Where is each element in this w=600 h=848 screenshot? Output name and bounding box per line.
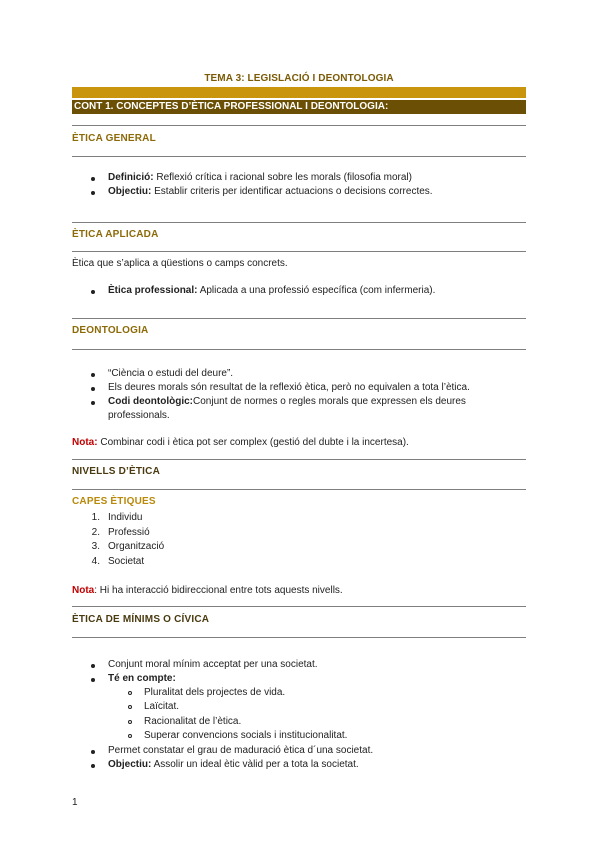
heading-etica-general: ÈTICA GENERAL xyxy=(72,133,156,144)
bullet-icon xyxy=(91,191,95,195)
sub-list-item: Racionalitat de l’ètica. xyxy=(144,716,242,727)
divider xyxy=(72,459,526,460)
list-item: “Ciència o estudi del deure”. xyxy=(108,368,234,379)
bullet-icon xyxy=(91,678,95,682)
heading-etica-minims: ÈTICA DE MÍNIMS O CÍVICA xyxy=(72,614,210,625)
divider xyxy=(72,349,526,350)
list-item: Ètica professional: Aplicada a una professió específica (com infermeria). xyxy=(108,285,436,296)
title-band xyxy=(72,87,526,98)
divider xyxy=(72,489,526,490)
list-number: 2. xyxy=(91,527,100,538)
sub-list-item: Pluralitat dels projectes de vida. xyxy=(144,687,286,698)
note: Nota: Combinar codi i ètica pot ser complex (gestió del dubte i la incertesa). xyxy=(72,437,409,448)
divider xyxy=(72,637,526,638)
list-item: Organització xyxy=(108,541,165,552)
divider xyxy=(72,318,526,319)
section-title: CONT 1. CONCEPTES D’ÈTICA PROFESSIONAL I DEONTOLOGIA: xyxy=(72,100,526,114)
bullet-icon xyxy=(91,664,95,668)
sub-bullet-icon xyxy=(128,705,132,709)
list-item-continuation: professionals. xyxy=(108,410,170,421)
page-number: 1 xyxy=(72,797,78,808)
heading-deontologia: DEONTOLOGIA xyxy=(72,325,149,336)
divider xyxy=(72,125,526,126)
bullet-icon xyxy=(91,387,95,391)
bullet-icon xyxy=(91,750,95,754)
heading-etica-aplicada: ÈTICA APLICADA xyxy=(72,229,159,240)
sub-bullet-icon xyxy=(128,720,132,724)
note: Nota: Hi ha interacció bidireccional entre tots aquests nivells. xyxy=(72,585,343,596)
list-item: Objectiu: Assolir un ideal ètic vàlid per a tota la societat. xyxy=(108,759,359,770)
divider xyxy=(72,606,526,607)
list-number: 1. xyxy=(91,512,100,523)
sub-bullet-icon xyxy=(128,691,132,695)
list-number: 3. xyxy=(91,541,100,552)
sub-list-item: Laïcitat. xyxy=(144,701,180,712)
list-number: 4. xyxy=(91,556,100,567)
sub-bullet-icon xyxy=(128,734,132,738)
bullet-icon xyxy=(91,290,95,294)
document-title: TEMA 3: LEGISLACIÓ I DEONTOLOGIA xyxy=(204,73,394,84)
list-item: Individu xyxy=(108,512,143,523)
divider xyxy=(72,251,526,252)
heading-nivells: NIVELLS D’ÈTICA xyxy=(72,466,161,477)
list-item: Objectiu: Establir criteris per identificar actuacions o decisions correctes. xyxy=(108,186,433,197)
list-item: Els deures morals són resultat de la reflexió ètica, però no equivalen a tota l’ètica. xyxy=(108,382,470,393)
sub-list-item: Superar convencions socials i institucionalitat. xyxy=(144,730,348,741)
bullet-icon xyxy=(91,401,95,405)
list-item: Conjunt moral mínim acceptat per una societat. xyxy=(108,659,318,670)
bullet-icon xyxy=(91,177,95,181)
list-item: Professió xyxy=(108,527,150,538)
bullet-icon xyxy=(91,373,95,377)
divider xyxy=(72,222,526,223)
list-item: Codi deontològic:Conjunt de normes o regles morals que expressen els deures xyxy=(108,396,466,407)
list-item: Definició: Reflexió crítica i racional sobre les morals (filosofia moral) xyxy=(108,172,412,183)
bullet-icon xyxy=(91,764,95,768)
subheading-capes: CAPES ÈTIQUES xyxy=(72,496,156,507)
list-item: Societat xyxy=(108,556,145,567)
paragraph: Ètica que s’aplica a qüestions o camps concrets. xyxy=(72,258,288,269)
list-item: Té en compte: xyxy=(108,673,176,684)
divider xyxy=(72,156,526,157)
list-item: Permet constatar el grau de maduració ètica d´una societat. xyxy=(108,745,374,756)
